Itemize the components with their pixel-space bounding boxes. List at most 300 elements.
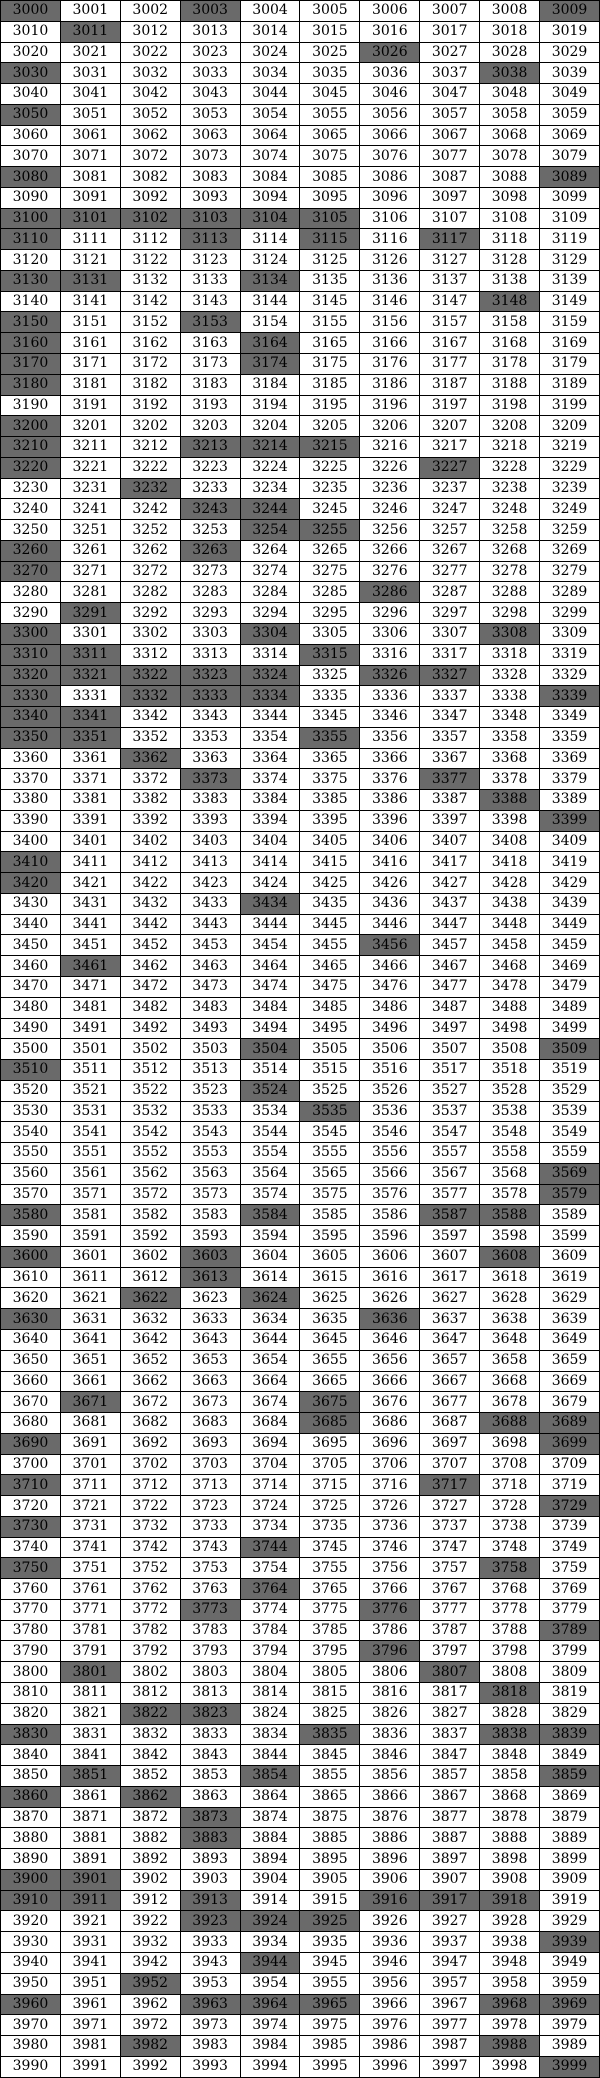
number-cell: 3004 [240, 1, 300, 22]
number-cell: 3396 [360, 810, 420, 831]
number-cell: 3772 [120, 1599, 180, 1620]
number-cell: 3853 [180, 1766, 240, 1787]
number-cell: 3757 [420, 1558, 480, 1579]
number-cell: 3190 [1, 395, 61, 416]
number-cell: 3783 [180, 1620, 240, 1641]
number-cell: 3668 [480, 1371, 540, 1392]
number-cell: 3061 [60, 125, 120, 146]
number-cell: 3728 [480, 1496, 540, 1517]
number-cell: 3237 [420, 478, 480, 499]
number-cell: 3083 [180, 167, 240, 188]
number-cell: 3175 [300, 354, 360, 375]
number-cell: 3464 [240, 956, 300, 977]
number-cell: 3724 [240, 1496, 300, 1517]
number-cell: 3785 [300, 1620, 360, 1641]
number-cell-highlighted: 3883 [180, 1828, 240, 1849]
number-cell: 3379 [540, 769, 600, 790]
number-cell: 3358 [480, 727, 540, 748]
number-cell: 3986 [360, 2036, 420, 2057]
number-cell: 3934 [240, 1932, 300, 1953]
number-cell-highlighted: 3839 [540, 1724, 600, 1745]
number-cell-highlighted: 3113 [180, 229, 240, 250]
number-cell-highlighted: 3964 [240, 1994, 300, 2015]
number-cell: 3532 [120, 1101, 180, 1122]
number-cell: 3742 [120, 1537, 180, 1558]
table-row [1, 852, 600, 873]
number-cell: 3556 [360, 1143, 420, 1164]
table-row [1, 2056, 600, 2077]
table-row [1, 1516, 600, 1537]
table-row [1, 1558, 600, 1579]
number-cell: 3192 [120, 395, 180, 416]
number-cell: 3349 [540, 707, 600, 728]
number-cell: 3931 [60, 1932, 120, 1953]
number-cell: 3857 [420, 1766, 480, 1787]
number-cell: 3661 [60, 1371, 120, 1392]
table-row [1, 416, 600, 437]
number-cell-highlighted: 3822 [120, 1703, 180, 1724]
table-row [1, 976, 600, 997]
number-cell: 3928 [480, 1911, 540, 1932]
number-cell-highlighted: 3580 [1, 1205, 61, 1226]
number-cell: 3698 [480, 1433, 540, 1454]
table-row [1, 1101, 600, 1122]
number-cell: 3891 [60, 1849, 120, 1870]
table-row [1, 1309, 600, 1330]
number-cell: 3957 [420, 1973, 480, 1994]
number-cell: 3737 [420, 1516, 480, 1537]
number-cell-highlighted: 3311 [60, 644, 120, 665]
number-cell: 3070 [1, 146, 61, 167]
number-cell: 3253 [180, 520, 240, 541]
number-cell-highlighted: 3600 [1, 1246, 61, 1267]
number-cell: 3032 [120, 63, 180, 84]
number-cell: 3139 [540, 270, 600, 291]
number-cell: 3293 [180, 603, 240, 624]
number-cell: 3239 [540, 478, 600, 499]
number-cell: 3389 [540, 790, 600, 811]
number-cell: 3974 [240, 2015, 300, 2036]
number-cell: 3864 [240, 1786, 300, 1807]
number-cell: 3119 [540, 229, 600, 250]
number-cell: 3627 [420, 1288, 480, 1309]
number-cell-highlighted: 3913 [180, 1890, 240, 1911]
number-cell: 3187 [420, 374, 480, 395]
number-cell: 3810 [1, 1683, 61, 1704]
number-cell: 3813 [180, 1683, 240, 1704]
table-row [1, 1579, 600, 1600]
number-cell: 3882 [120, 1828, 180, 1849]
number-cell: 3981 [60, 2036, 120, 2057]
number-cell: 3273 [180, 561, 240, 582]
number-cell: 3781 [60, 1620, 120, 1641]
table-row [1, 935, 600, 956]
number-cell: 3485 [300, 997, 360, 1018]
number-cell: 3935 [300, 1932, 360, 1953]
number-cell: 3077 [420, 146, 480, 167]
number-cell: 3681 [60, 1413, 120, 1434]
number-cell-highlighted: 3807 [420, 1662, 480, 1683]
number-cell-highlighted: 3776 [360, 1599, 420, 1620]
number-cell: 3098 [480, 187, 540, 208]
number-cell-highlighted: 3917 [420, 1890, 480, 1911]
number-cell: 3967 [420, 1994, 480, 2015]
number-cell: 3051 [60, 104, 120, 125]
number-cell: 3059 [540, 104, 600, 125]
number-cell: 3071 [60, 146, 120, 167]
number-cell-highlighted: 3038 [480, 63, 540, 84]
number-cell: 3640 [1, 1330, 61, 1351]
number-cell: 3921 [60, 1911, 120, 1932]
number-cell-highlighted: 3952 [120, 1973, 180, 1994]
number-cell: 3747 [420, 1537, 480, 1558]
number-cell: 3572 [120, 1184, 180, 1205]
number-cell: 3075 [300, 146, 360, 167]
number-cell: 3656 [360, 1350, 420, 1371]
number-cell: 3788 [480, 1620, 540, 1641]
number-cell: 3095 [300, 187, 360, 208]
number-cell: 3390 [1, 810, 61, 831]
number-cell: 3441 [60, 914, 120, 935]
number-cell: 3856 [360, 1766, 420, 1787]
number-cell: 3865 [300, 1786, 360, 1807]
number-cell: 3980 [1, 2036, 61, 2057]
number-cell-highlighted: 3103 [180, 208, 240, 229]
number-cell: 3481 [60, 997, 120, 1018]
number-cell: 3828 [480, 1703, 540, 1724]
number-cell: 3993 [180, 2056, 240, 2077]
number-cell: 3088 [480, 167, 540, 188]
number-cell-highlighted: 3789 [540, 1620, 600, 1641]
number-cell: 3328 [480, 665, 540, 686]
number-cell: 3212 [120, 437, 180, 458]
number-cell: 3994 [240, 2056, 300, 2077]
table-row [1, 1496, 600, 1517]
number-cell: 3238 [480, 478, 540, 499]
number-cell: 3996 [360, 2056, 420, 2077]
table-row [1, 1163, 600, 1184]
number-cell: 3375 [300, 769, 360, 790]
number-cell: 3124 [240, 250, 300, 271]
number-cell: 3949 [540, 1952, 600, 1973]
table-row [1, 1703, 600, 1724]
number-cell: 3956 [360, 1973, 420, 1994]
number-cell: 3607 [420, 1246, 480, 1267]
number-cell: 3224 [240, 457, 300, 478]
number-cell: 3363 [180, 748, 240, 769]
number-cell: 3868 [480, 1786, 540, 1807]
number-cell: 3735 [300, 1516, 360, 1537]
number-cell: 3867 [420, 1786, 480, 1807]
number-cell: 3219 [540, 437, 600, 458]
number-cell: 3654 [240, 1350, 300, 1371]
number-cell: 3732 [120, 1516, 180, 1537]
number-cell-highlighted: 3148 [480, 291, 540, 312]
number-cell: 3230 [1, 478, 61, 499]
number-cell: 3394 [240, 810, 300, 831]
number-cell: 3194 [240, 395, 300, 416]
number-cell: 3015 [300, 21, 360, 42]
number-cell: 3756 [360, 1558, 420, 1579]
number-cell: 3933 [180, 1932, 240, 1953]
table-row [1, 603, 600, 624]
number-cell: 3292 [120, 603, 180, 624]
number-cell: 3062 [120, 125, 180, 146]
table-row [1, 250, 600, 271]
number-cell: 3342 [120, 707, 180, 728]
number-cell: 3825 [300, 1703, 360, 1724]
number-cell: 3649 [540, 1330, 600, 1351]
number-cell-highlighted: 3773 [180, 1599, 240, 1620]
number-cell: 3871 [60, 1807, 120, 1828]
number-cell: 3846 [360, 1745, 420, 1766]
number-cell: 3658 [480, 1350, 540, 1371]
number-cell-highlighted: 3873 [180, 1807, 240, 1828]
number-cell: 3915 [300, 1890, 360, 1911]
table-row [1, 1039, 600, 1060]
number-cell: 3819 [540, 1683, 600, 1704]
number-cell-highlighted: 3326 [360, 665, 420, 686]
number-cell: 3397 [420, 810, 480, 831]
number-cell: 3305 [300, 623, 360, 644]
table-row [1, 1952, 600, 1973]
number-cell: 3775 [300, 1599, 360, 1620]
number-cell: 3018 [480, 21, 540, 42]
number-cell: 3647 [420, 1330, 480, 1351]
number-cell: 3877 [420, 1807, 480, 1828]
number-cell: 3802 [120, 1662, 180, 1683]
number-cell-highlighted: 3215 [300, 437, 360, 458]
number-cell: 3357 [420, 727, 480, 748]
number-cell: 3506 [360, 1039, 420, 1060]
number-cell: 3765 [300, 1579, 360, 1600]
number-cell: 3209 [540, 416, 600, 437]
number-cell: 3376 [360, 769, 420, 790]
number-cell: 3294 [240, 603, 300, 624]
number-cell: 3596 [360, 1226, 420, 1247]
number-cell-highlighted: 3310 [1, 644, 61, 665]
number-cell: 3632 [120, 1309, 180, 1330]
number-cell: 3523 [180, 1080, 240, 1101]
number-cell-highlighted: 3901 [60, 1869, 120, 1890]
table-row [1, 1537, 600, 1558]
number-cell: 3132 [120, 270, 180, 291]
number-cell: 3578 [480, 1184, 540, 1205]
number-cell: 3866 [360, 1786, 420, 1807]
number-cell: 3142 [120, 291, 180, 312]
number-cell: 3019 [540, 21, 600, 42]
number-cell: 3156 [360, 312, 420, 333]
table-row [1, 520, 600, 541]
number-cell: 3393 [180, 810, 240, 831]
number-cell: 3007 [420, 1, 480, 22]
number-cell: 3721 [60, 1496, 120, 1517]
number-cell: 3502 [120, 1039, 180, 1060]
number-cell-highlighted: 3009 [540, 1, 600, 22]
number-cell: 3875 [300, 1807, 360, 1828]
table-row [1, 187, 600, 208]
number-cell: 3525 [300, 1080, 360, 1101]
number-cell: 3597 [420, 1226, 480, 1247]
number-cell: 3493 [180, 1018, 240, 1039]
number-cell: 3455 [300, 935, 360, 956]
number-cell: 3518 [480, 1060, 540, 1081]
number-cell: 3522 [120, 1080, 180, 1101]
number-cell: 3878 [480, 1807, 540, 1828]
number-cell: 3440 [1, 914, 61, 935]
number-cell: 3759 [540, 1558, 600, 1579]
number-cell: 3056 [360, 104, 420, 125]
number-cell: 3978 [480, 2015, 540, 2036]
number-cell-highlighted: 3243 [180, 499, 240, 520]
number-cell: 3973 [180, 2015, 240, 2036]
number-cell-highlighted: 3174 [240, 354, 300, 375]
number-cell: 3319 [540, 644, 600, 665]
table-row [1, 2015, 600, 2036]
number-cell: 3837 [420, 1724, 480, 1745]
number-cell: 3133 [180, 270, 240, 291]
number-cell: 3657 [420, 1350, 480, 1371]
number-cell: 3550 [1, 1143, 61, 1164]
number-cell-highlighted: 3339 [540, 686, 600, 707]
table-row [1, 790, 600, 811]
number-cell: 3042 [120, 84, 180, 105]
number-cell: 3318 [480, 644, 540, 665]
number-cell: 3537 [420, 1101, 480, 1122]
number-cell: 3462 [120, 956, 180, 977]
number-cell: 3670 [1, 1392, 61, 1413]
number-cell: 3526 [360, 1080, 420, 1101]
number-cell: 3512 [120, 1060, 180, 1081]
number-cell: 3480 [1, 997, 61, 1018]
number-cell: 3943 [180, 1952, 240, 1973]
number-cell: 3443 [180, 914, 240, 935]
number-cell: 3495 [300, 1018, 360, 1039]
number-cell: 3096 [360, 187, 420, 208]
table-row [1, 42, 600, 63]
number-cell: 3805 [300, 1662, 360, 1683]
number-cell: 3141 [60, 291, 120, 312]
number-cell: 3779 [540, 1599, 600, 1620]
number-cell: 3677 [420, 1392, 480, 1413]
number-cell: 3669 [540, 1371, 600, 1392]
number-cell: 3790 [1, 1641, 61, 1662]
number-cell: 3633 [180, 1309, 240, 1330]
number-cell: 3281 [60, 582, 120, 603]
number-cell: 3287 [420, 582, 480, 603]
number-cell: 3778 [480, 1599, 540, 1620]
number-cell: 3002 [120, 1, 180, 22]
number-cell: 3301 [60, 623, 120, 644]
number-cell: 3984 [240, 2036, 300, 2057]
number-cell: 3027 [420, 42, 480, 63]
number-cell-highlighted: 3587 [420, 1205, 480, 1226]
number-cell: 3419 [540, 852, 600, 873]
number-cell: 3929 [540, 1911, 600, 1932]
number-cell: 3712 [120, 1475, 180, 1496]
number-cell: 3091 [60, 187, 120, 208]
table-row [1, 686, 600, 707]
number-cell: 3446 [360, 914, 420, 935]
number-cell: 3185 [300, 374, 360, 395]
number-cell: 3585 [300, 1205, 360, 1226]
number-cell: 3621 [60, 1288, 120, 1309]
number-cell: 3751 [60, 1558, 120, 1579]
table-row [1, 769, 600, 790]
number-cell: 3197 [420, 395, 480, 416]
number-cell: 3791 [60, 1641, 120, 1662]
number-cell: 3558 [480, 1143, 540, 1164]
number-cell: 3972 [120, 2015, 180, 2036]
number-cell-highlighted: 3675 [300, 1392, 360, 1413]
number-cell: 3703 [180, 1454, 240, 1475]
number-cell: 3479 [540, 976, 600, 997]
table-row [1, 1413, 600, 1434]
number-cell: 3651 [60, 1350, 120, 1371]
number-cell: 3527 [420, 1080, 480, 1101]
number-cell: 3256 [360, 520, 420, 541]
number-cell: 3306 [360, 623, 420, 644]
number-cell: 3665 [300, 1371, 360, 1392]
table-row [1, 1766, 600, 1787]
table-row [1, 1786, 600, 1807]
number-cell: 3470 [1, 976, 61, 997]
table-row [1, 1350, 600, 1371]
number-cell-highlighted: 3105 [300, 208, 360, 229]
number-cell: 3068 [480, 125, 540, 146]
number-cell: 3193 [180, 395, 240, 416]
number-cell: 3987 [420, 2036, 480, 2057]
number-cell: 3087 [420, 167, 480, 188]
number-cell-highlighted: 3130 [1, 270, 61, 291]
number-cell: 3874 [240, 1807, 300, 1828]
number-cell: 3508 [480, 1039, 540, 1060]
number-cell-highlighted: 3535 [300, 1101, 360, 1122]
number-cell: 3666 [360, 1371, 420, 1392]
number-cell: 3346 [360, 707, 420, 728]
number-cell: 3684 [240, 1413, 300, 1434]
number-cell: 3638 [480, 1309, 540, 1330]
number-cell: 3168 [480, 333, 540, 354]
number-cell-highlighted: 3630 [1, 1309, 61, 1330]
number-cell: 3971 [60, 2015, 120, 2036]
number-cell: 3692 [120, 1433, 180, 1454]
number-cell: 3325 [300, 665, 360, 686]
table-row [1, 1288, 600, 1309]
table-row [1, 1641, 600, 1662]
number-cell: 3469 [540, 956, 600, 977]
table-row [1, 1371, 600, 1392]
number-cell-highlighted: 3603 [180, 1246, 240, 1267]
number-cell: 3529 [540, 1080, 600, 1101]
number-cell: 3439 [540, 893, 600, 914]
number-cell-highlighted: 3988 [480, 2036, 540, 2057]
number-cell: 3225 [300, 457, 360, 478]
number-cell: 3280 [1, 582, 61, 603]
number-cell: 3266 [360, 540, 420, 561]
number-cell: 3892 [120, 1849, 180, 1870]
number-cell-highlighted: 3963 [180, 1994, 240, 2015]
number-cell-highlighted: 3584 [240, 1205, 300, 1226]
number-cell: 3515 [300, 1060, 360, 1081]
table-row [1, 1433, 600, 1454]
number-cell-highlighted: 3434 [240, 893, 300, 914]
number-cell-highlighted: 3210 [1, 437, 61, 458]
number-cell: 3691 [60, 1433, 120, 1454]
number-cell: 3407 [420, 831, 480, 852]
number-cell: 3555 [300, 1143, 360, 1164]
number-cell: 3241 [60, 499, 120, 520]
